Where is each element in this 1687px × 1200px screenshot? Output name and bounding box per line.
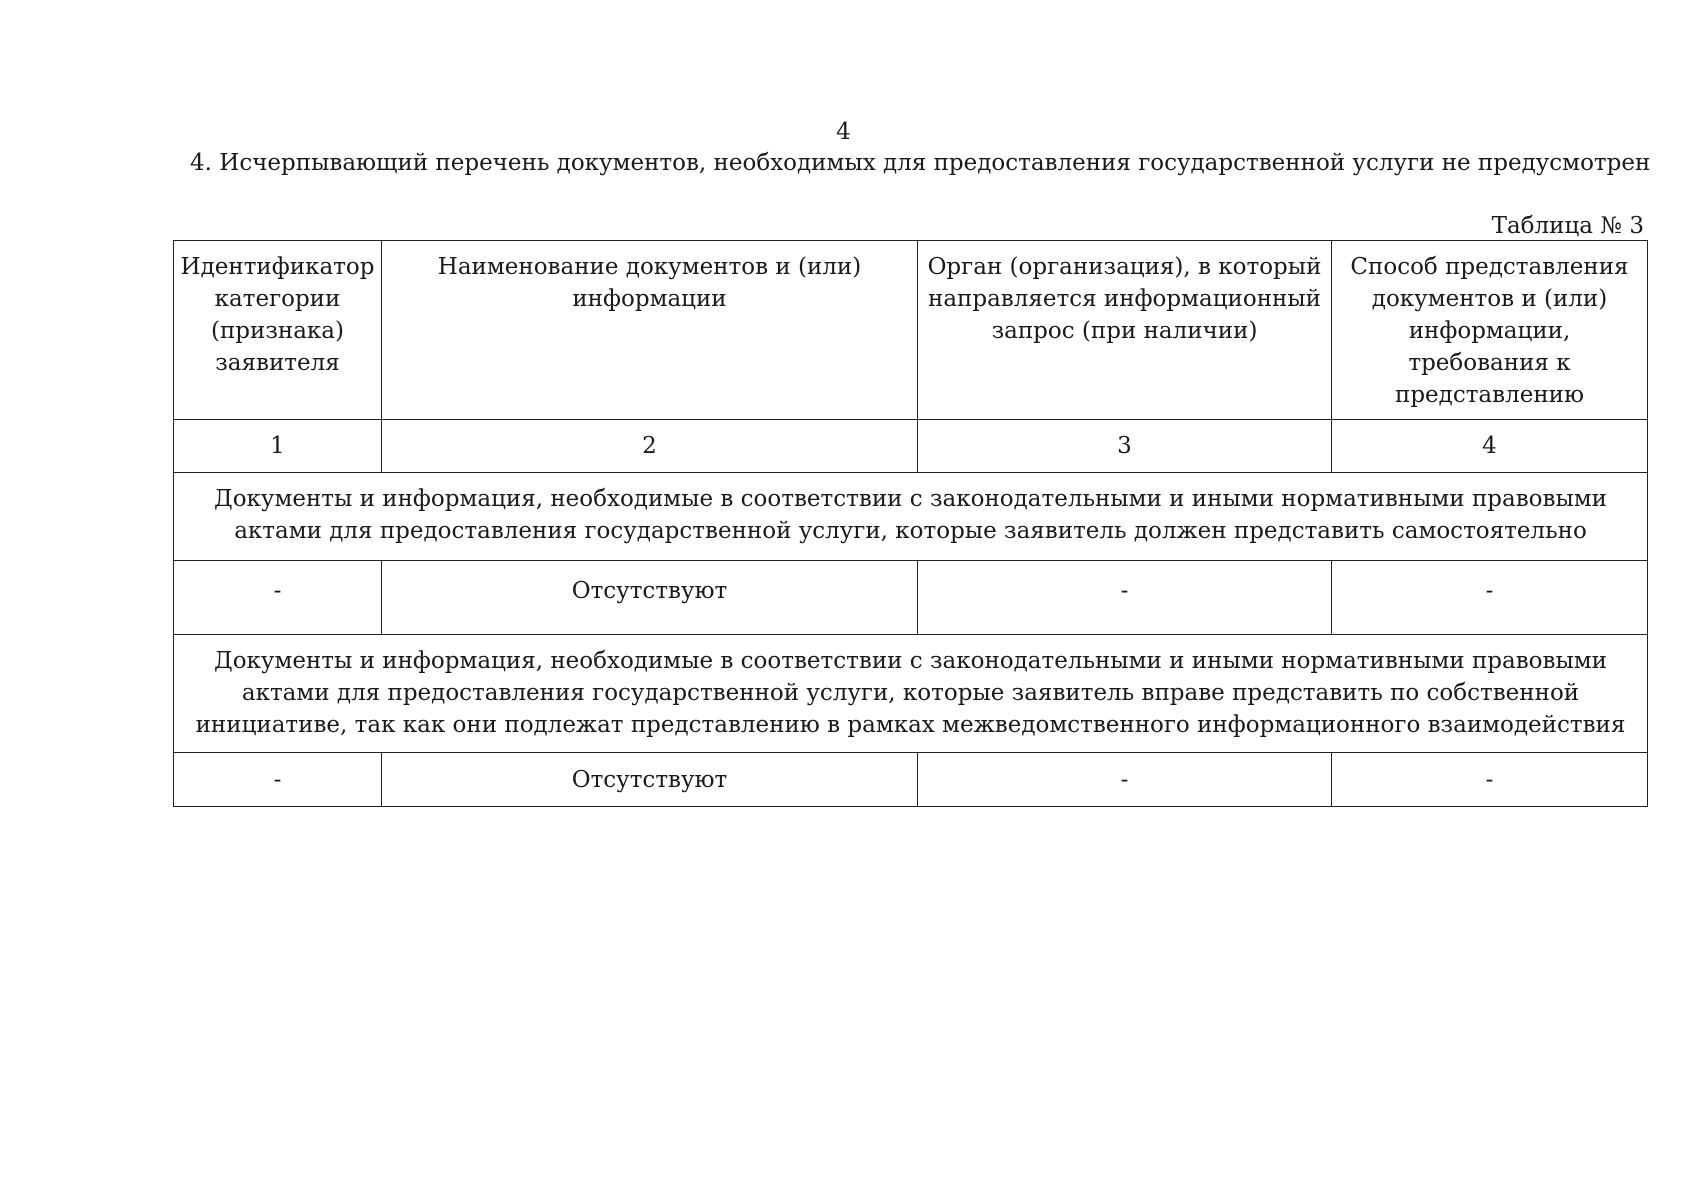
section-heading: 4. Исчерпывающий перечень документов, необходимых для предоставления государственной услуги не предусмотрен [190,150,1651,176]
table-cell: - [918,561,1332,635]
table-label: Таблица № 3 [1491,213,1644,239]
table-cell: - [918,753,1332,807]
section-title-interagency: Документы и информация, необходимые в соответствии с законодательными и иными нормативными правовыми актами для предоставления государственной услуги, которые заявитель вправе представить по собственной инициативе, так как они подлежат представлению в рамках межведомственного информационного взаимодействия [174,635,1648,753]
column-number-cell: 1 [174,420,382,473]
table-cell: - [174,561,382,635]
table-row [174,753,1648,807]
column-number-cell: 4 [1332,420,1648,473]
column-number-cell: 3 [918,420,1332,473]
header-cell-submission-method: Способ представления документов и (или) информации, требования к представлению [1332,241,1648,420]
header-cell-request-body: Орган (организация), в который направляется информационный запрос (при наличии) [918,241,1332,420]
header-cell-document-name: Наименование документов и (или) информации [382,241,918,420]
column-number-row [174,420,1648,473]
table-cell: Отсутствуют [382,753,918,807]
section-title-self-submitted: Документы и информация, необходимые в соответствии с законодательными и иными нормативными правовыми актами для предоставления государственной услуги, которые заявитель должен представить самостоятельно [174,473,1648,561]
table-cell: - [174,753,382,807]
documents-table [173,240,1648,807]
table-header-row [174,241,1648,420]
table-cell: - [1332,561,1648,635]
table-row [174,561,1648,635]
column-number-cell: 2 [382,420,918,473]
page-number: 4 [836,119,851,145]
table-cell: - [1332,753,1648,807]
header-cell-applicant-category: Идентификатор категории (признака) заявителя [174,241,382,420]
table-cell: Отсутствуют [382,561,918,635]
section-title-row [174,473,1648,561]
section-title-row [174,635,1648,753]
